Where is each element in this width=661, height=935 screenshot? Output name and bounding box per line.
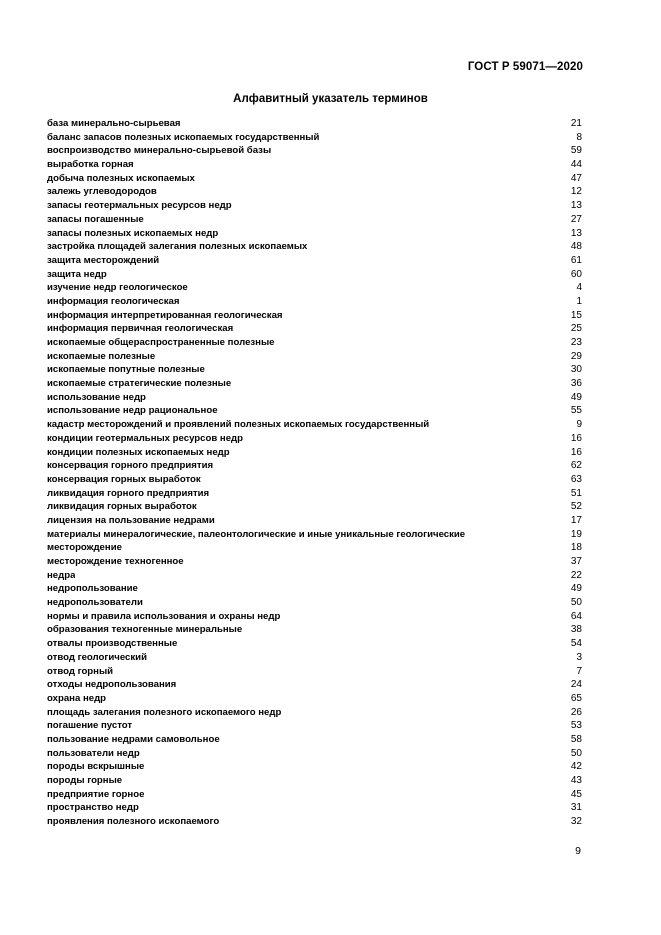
- index-entry: [47, 651, 582, 665]
- index-term-number: 47: [570, 172, 582, 184]
- index-term-number: 52: [570, 501, 582, 513]
- index-entry: [47, 760, 582, 774]
- index-term-number: 48: [570, 241, 582, 253]
- index-entry: [47, 815, 582, 829]
- index-term: пользователи недр: [47, 747, 140, 759]
- index-term-number: 51: [570, 487, 582, 499]
- index-term: добыча полезных ископаемых: [47, 172, 195, 184]
- index-term: защита месторождений: [47, 254, 160, 266]
- index-entry: [47, 404, 582, 418]
- index-entry: [47, 336, 582, 350]
- index-entry: [47, 227, 582, 241]
- index-entry: [47, 350, 582, 364]
- index-entry: [47, 555, 582, 569]
- index-term-number: 38: [570, 624, 582, 636]
- index-entry: [47, 363, 582, 377]
- index-term: информация геологическая: [47, 295, 180, 307]
- index-term: ископаемые общераспространенные полезные: [47, 337, 275, 348]
- index-entry: [47, 733, 582, 747]
- index-entry: [47, 719, 582, 733]
- index-entry: [47, 623, 582, 637]
- index-entry: [47, 391, 582, 405]
- index-entry: [47, 158, 582, 172]
- index-term-number: 29: [570, 350, 582, 362]
- index-term: кадастр месторождений и проявлений полезных ископаемых государственный: [47, 419, 430, 431]
- index-term: отходы недропользования: [47, 679, 177, 691]
- index-term: ликвидация горных выработок: [47, 501, 197, 513]
- index-term-number: 36: [570, 378, 582, 390]
- index-term-number: 1: [576, 295, 582, 307]
- index-term: погашение пустот: [47, 720, 133, 732]
- index-entry: [47, 281, 582, 295]
- index-term-number: 3: [576, 651, 582, 663]
- index-term: ликвидация горного предприятия: [47, 487, 210, 499]
- index-entry: [47, 268, 582, 282]
- index-term: запасы геотермальных ресурсов недр: [47, 200, 232, 212]
- index-term-number: 61: [570, 254, 582, 266]
- index-term-number: 37: [570, 556, 582, 567]
- index-term-number: 59: [570, 145, 582, 157]
- page-number: 9: [575, 845, 581, 857]
- index-term: недра: [47, 569, 76, 581]
- index-term-number: 18: [570, 542, 582, 554]
- index-term-number: 19: [570, 528, 582, 540]
- index-term: запасы погашенные: [47, 213, 144, 225]
- index-term: запасы полезных ископаемых недр: [47, 227, 219, 239]
- index-term: породы горные: [47, 775, 123, 786]
- index-term-number: 55: [570, 405, 582, 417]
- index-entry: [47, 541, 582, 555]
- index-term: отвод геологический: [47, 651, 147, 663]
- index-entry: [47, 801, 582, 815]
- index-entry: [47, 788, 582, 802]
- index-term-number: 12: [570, 186, 582, 198]
- index-entry: [47, 418, 582, 432]
- index-entry: [47, 569, 582, 583]
- index-term-number: 27: [570, 213, 582, 225]
- index-term-number: 26: [570, 706, 582, 718]
- index-entry: [47, 487, 582, 501]
- index-term-number: 7: [576, 665, 582, 677]
- index-term: кондиции геотермальных ресурсов недр: [47, 432, 243, 444]
- index-term-number: 63: [570, 473, 582, 485]
- index-term: месторождение техногенное: [47, 556, 184, 567]
- index-term-number: 13: [570, 200, 582, 212]
- index-term: пространство недр: [47, 802, 139, 814]
- index-entry: [47, 117, 582, 131]
- index-term-number: 49: [570, 391, 582, 403]
- index-term-number: 64: [570, 610, 582, 622]
- index-term: породы вскрышные: [47, 761, 145, 773]
- index-term-number: 25: [570, 323, 582, 335]
- index-entry: [47, 500, 582, 514]
- index-entry: [47, 295, 582, 309]
- index-entry: [47, 459, 582, 473]
- index-entry: [47, 473, 582, 487]
- index-term-number: 21: [570, 118, 582, 129]
- index-entry: [47, 665, 582, 679]
- index-term: информация интерпретированная геологическая: [47, 309, 283, 321]
- index-entry: [47, 144, 582, 158]
- index-entry: [47, 254, 582, 268]
- index-term-number: 50: [570, 747, 582, 759]
- index-term: образования техногенные минеральные: [47, 624, 243, 636]
- index-term-number: 9: [576, 419, 582, 431]
- index-term-number: 23: [570, 337, 582, 348]
- index-term: защита недр: [47, 268, 107, 280]
- index-term-number: 16: [570, 432, 582, 444]
- index-term: проявления полезного ископаемого: [47, 816, 220, 828]
- index-term-number: 58: [570, 733, 582, 745]
- index-term: выработка горная: [47, 159, 134, 171]
- index-term-number: 4: [576, 282, 582, 294]
- index-entry: [47, 582, 582, 596]
- index-entry: [47, 747, 582, 761]
- index-term: база минерально-сырьевая: [47, 118, 181, 129]
- index-entry: [47, 240, 582, 254]
- index-term-number: 30: [570, 364, 582, 376]
- index-entry: [47, 596, 582, 610]
- index-term: консервация горных выработок: [47, 473, 201, 485]
- index-term: отвалы производственные: [47, 638, 178, 650]
- term-index-list: [47, 117, 582, 829]
- index-term-number: 13: [570, 227, 582, 239]
- index-entry: [47, 131, 582, 145]
- index-term: консервация горного предприятия: [47, 460, 214, 472]
- index-term: недропользование: [47, 583, 138, 595]
- index-term: изучение недр геологическое: [47, 282, 188, 294]
- index-term: залежь углеводородов: [47, 186, 157, 198]
- index-term: информация первичная геологическая: [47, 323, 234, 335]
- index-term: предприятие горное: [47, 788, 145, 800]
- index-entry: [47, 172, 582, 186]
- index-entry: [47, 213, 582, 227]
- standard-code: ГОСТ Р 59071—2020: [467, 61, 583, 73]
- index-term-number: 53: [570, 720, 582, 732]
- index-entry: [47, 322, 582, 336]
- index-term: материалы минералогические, палеонтологические и иные уникальные геологические: [47, 528, 466, 540]
- index-entry: [47, 432, 582, 446]
- index-entry: [47, 692, 582, 706]
- index-term: воспроизводство минерально-сырьевой базы: [47, 145, 272, 157]
- index-term: отвод горный: [47, 665, 114, 677]
- index-term: месторождение: [47, 542, 122, 554]
- index-term: охрана недр: [47, 692, 107, 704]
- index-term: кондиции полезных ископаемых недр: [47, 446, 230, 458]
- index-term-number: 17: [570, 514, 582, 526]
- index-term: площадь залегания полезного ископаемого недр: [47, 706, 282, 718]
- index-term-number: 32: [570, 816, 582, 828]
- index-term: ископаемые стратегические полезные: [47, 378, 232, 390]
- index-term-number: 50: [570, 597, 582, 609]
- index-term-number: 45: [570, 788, 582, 800]
- index-term: ископаемые полезные: [47, 350, 156, 362]
- index-term-number: 15: [570, 309, 582, 321]
- index-term: недропользователи: [47, 597, 143, 609]
- index-term-number: 8: [576, 131, 582, 143]
- index-term: лицензия на пользование недрами: [47, 514, 215, 526]
- index-term: пользование недрами самовольное: [47, 733, 220, 745]
- index-term-number: 65: [570, 692, 582, 704]
- index-term: ископаемые попутные полезные: [47, 364, 205, 376]
- index-term-number: 43: [570, 775, 582, 786]
- index-entry: [47, 678, 582, 692]
- index-entry: [47, 309, 582, 323]
- index-entry: [47, 637, 582, 651]
- index-term-number: 42: [570, 761, 582, 773]
- index-term-number: 44: [570, 159, 582, 171]
- index-term-number: 24: [570, 679, 582, 691]
- index-entry: [47, 514, 582, 528]
- index-entry: [47, 446, 582, 460]
- index-term: баланс запасов полезных ископаемых государственный: [47, 131, 320, 143]
- index-term-number: 62: [570, 460, 582, 472]
- index-term: нормы и правила использования и охраны недр: [47, 610, 281, 622]
- index-term-number: 31: [570, 802, 582, 814]
- index-term: использование недр: [47, 391, 146, 403]
- index-term-number: 54: [570, 638, 582, 650]
- index-term-number: 60: [570, 268, 582, 280]
- index-term-number: 49: [570, 583, 582, 595]
- index-term-number: 22: [570, 569, 582, 581]
- page-title: Алфавитный указатель терминов: [233, 93, 428, 105]
- index-entry: [47, 774, 582, 788]
- index-entry: [47, 377, 582, 391]
- index-term: застройка площадей залегания полезных ископаемых: [47, 241, 308, 253]
- index-entry: [47, 528, 582, 542]
- index-term: использование недр рациональное: [47, 405, 218, 417]
- index-entry: [47, 185, 582, 199]
- index-term-number: 16: [570, 446, 582, 458]
- index-entry: [47, 706, 582, 720]
- index-entry: [47, 610, 582, 624]
- index-entry: [47, 199, 582, 213]
